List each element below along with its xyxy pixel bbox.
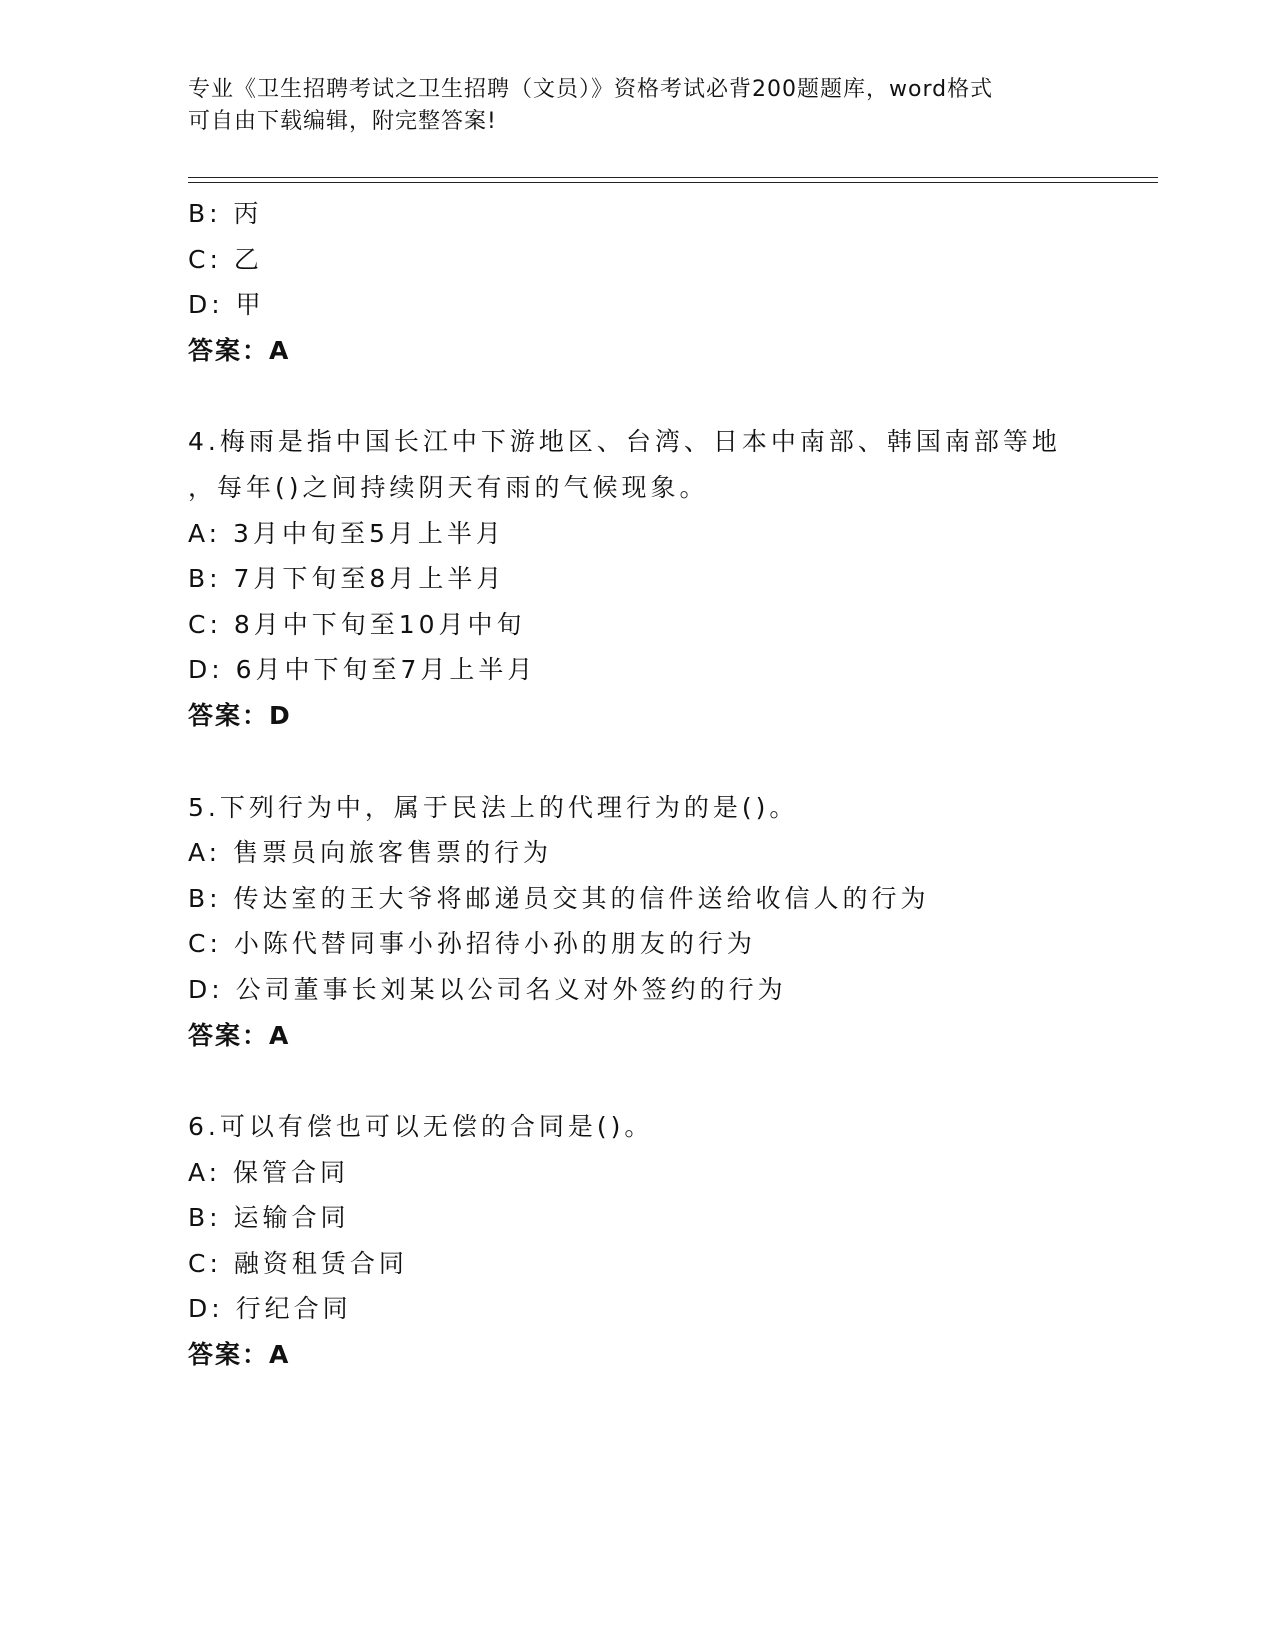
option-b: B: 传达室的王大爷将邮递员交其的信件送给收信人的行为	[188, 883, 930, 913]
option-d: D: 6月中下旬至7月上半月	[188, 655, 537, 685]
question-list	[188, 191, 1088, 1378]
header-divider-thin	[188, 182, 1158, 183]
answer-label: 答案：D	[188, 700, 292, 730]
question-stem-line-2: ，每年()之间持续阴天有雨的气候现象。	[188, 472, 709, 502]
answer-label: 答案：A	[188, 1340, 291, 1370]
option-a: A: 3月中旬至5月上半月	[188, 518, 505, 548]
option-b: B: 7月下旬至8月上半月	[188, 564, 506, 594]
option-d: D: 甲	[188, 290, 265, 320]
option-c: C: 小陈代替同事小孙招待小孙的朋友的行为	[188, 929, 756, 959]
header-line-1: 专业《卫生招聘考试之卫生招聘（文员）》资格考试必背200题题库，word格式	[188, 77, 994, 102]
option-c: C: 乙	[188, 244, 263, 274]
answer-label: 答案：A	[188, 335, 291, 365]
question-4	[188, 419, 1088, 738]
question-stem-line-1: 4.梅雨是指中国长江中下游地区、台湾、日本中南部、韩国南部等地	[188, 427, 1061, 457]
option-a: A: 售票员向旅客售票的行为	[188, 838, 553, 868]
question-stem: 6.可以有偿也可以无偿的合同是()。	[188, 1112, 654, 1142]
option-d: D: 公司董事长刘某以公司名义对外签约的行为	[188, 974, 787, 1004]
question-stem: 5.下列行为中，属于民法上的代理行为的是()。	[188, 792, 799, 822]
option-c: C: 融资租赁合同	[188, 1248, 408, 1278]
question-3-continued	[188, 191, 1088, 373]
header-line-2: 可自由下载编辑，附完整答案!	[188, 109, 497, 134]
option-b: B: 运输合同	[188, 1203, 350, 1233]
option-c: C: 8月中下旬至10月中旬	[188, 609, 526, 639]
header-divider-thick	[188, 177, 1158, 178]
option-d: D: 行纪合同	[188, 1294, 352, 1324]
option-b: B: 丙	[188, 199, 263, 228]
option-a: A: 保管合同	[188, 1157, 350, 1187]
document-header	[188, 74, 1068, 138]
answer-label: 答案：A	[188, 1020, 291, 1050]
question-5	[188, 785, 1088, 1059]
question-6	[188, 1104, 1088, 1378]
